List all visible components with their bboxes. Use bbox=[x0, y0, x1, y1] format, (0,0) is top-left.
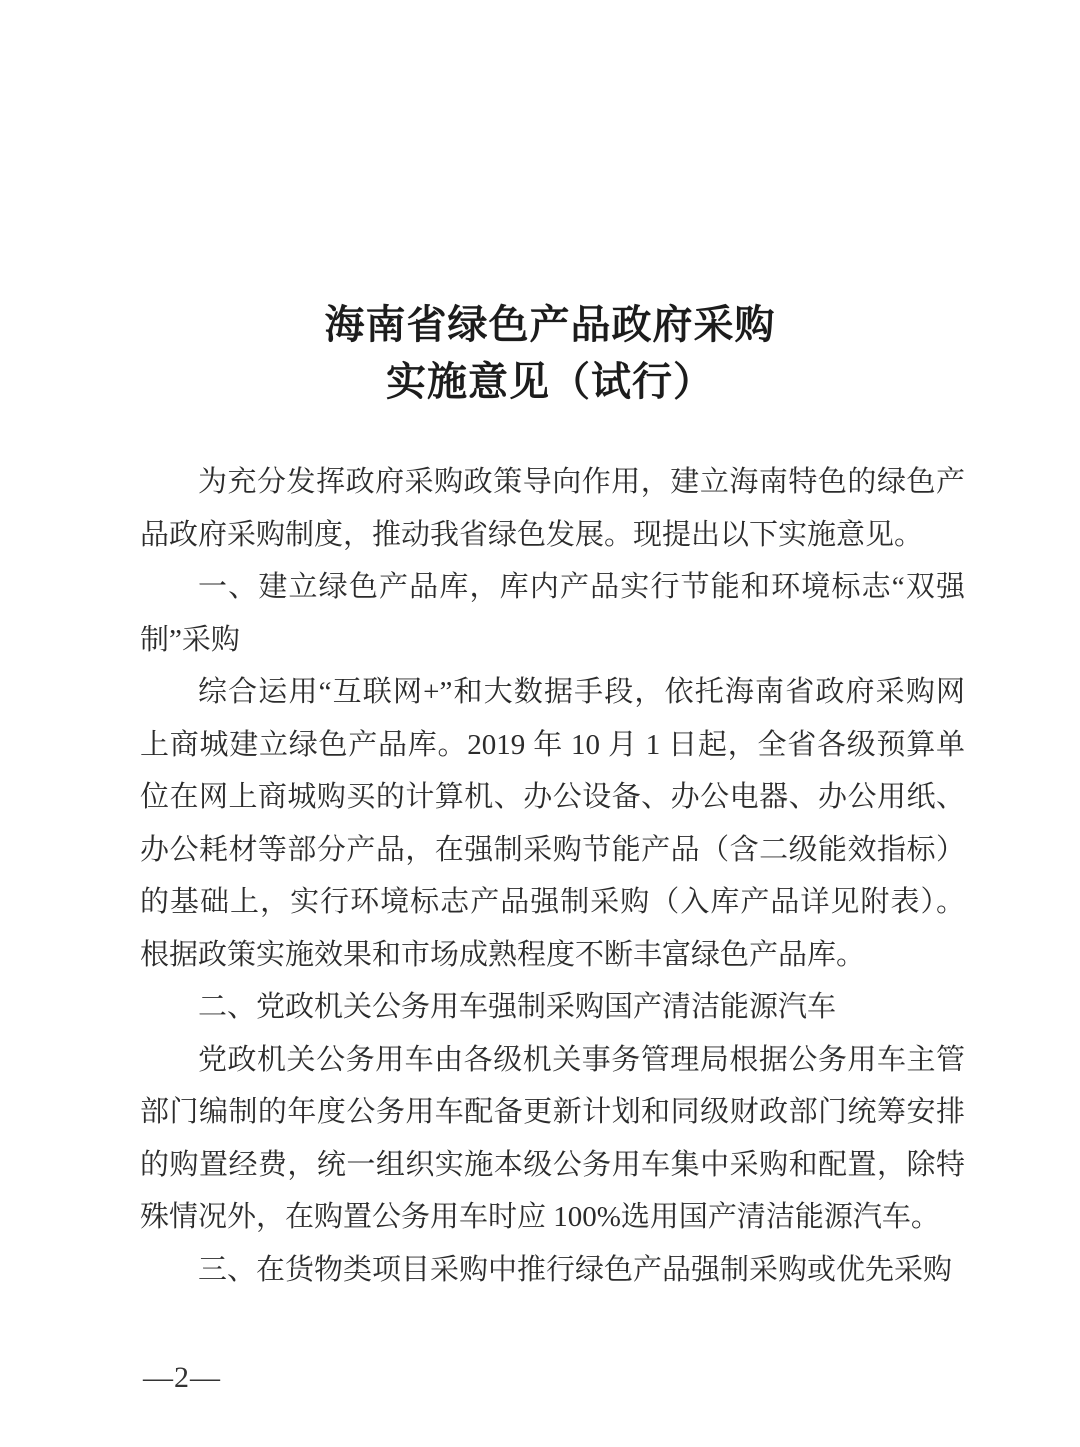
paragraph-section-1-body: 综合运用“互联网+”和大数据手段，依托海南省政府采购网上商城建立绿色产品库。2019 年 10 月 1 日起，全省各级预算单位在网上商城购买的计算机、办公设备、办公电器、办公用纸、办公耗材等部分产品，在强制采购节能产品（含二级能效指标）的基础上，实行环境标志产品强制采购（入库产品详见附表）。根据政策实施效果和市场成熟程度不断丰富绿色产品库。 bbox=[140, 676, 965, 971]
document-title bbox=[140, 296, 960, 410]
paragraph-section-3-heading: 三、在货物类项目采购中推行绿色产品强制采购或优先采购 bbox=[198, 1253, 953, 1286]
page-number: —2— bbox=[143, 1361, 221, 1394]
paragraph-intro: 为充分发挥政府采购政策导向作用，建立海南特色的绿色产品政府采购制度，推动我省绿色发展。现提出以下实施意见。 bbox=[140, 466, 965, 551]
document-title-line-1: 海南省绿色产品政府采购 bbox=[324, 302, 776, 347]
document-body bbox=[140, 456, 965, 1296]
document-title-line-2: 实施意见（试行） bbox=[386, 359, 714, 404]
paragraph-section-2-body: 党政机关公务用车由各级机关事务管理局根据公务用车主管部门编制的年度公务用车配备更新计划和同级财政部门统筹安排的购置经费，统一组织实施本级公务用车集中采购和配置，除特殊情况外，在购置公务用车时应 100%选用国产清洁能源汽车。 bbox=[140, 1043, 965, 1233]
paragraph-section-2-heading: 二、党政机关公务用车强制采购国产清洁能源汽车 bbox=[198, 991, 837, 1023]
paragraph-section-1-heading: 一、建立绿色产品库，库内产品实行节能和环境标志“双强制”采购 bbox=[140, 571, 965, 656]
